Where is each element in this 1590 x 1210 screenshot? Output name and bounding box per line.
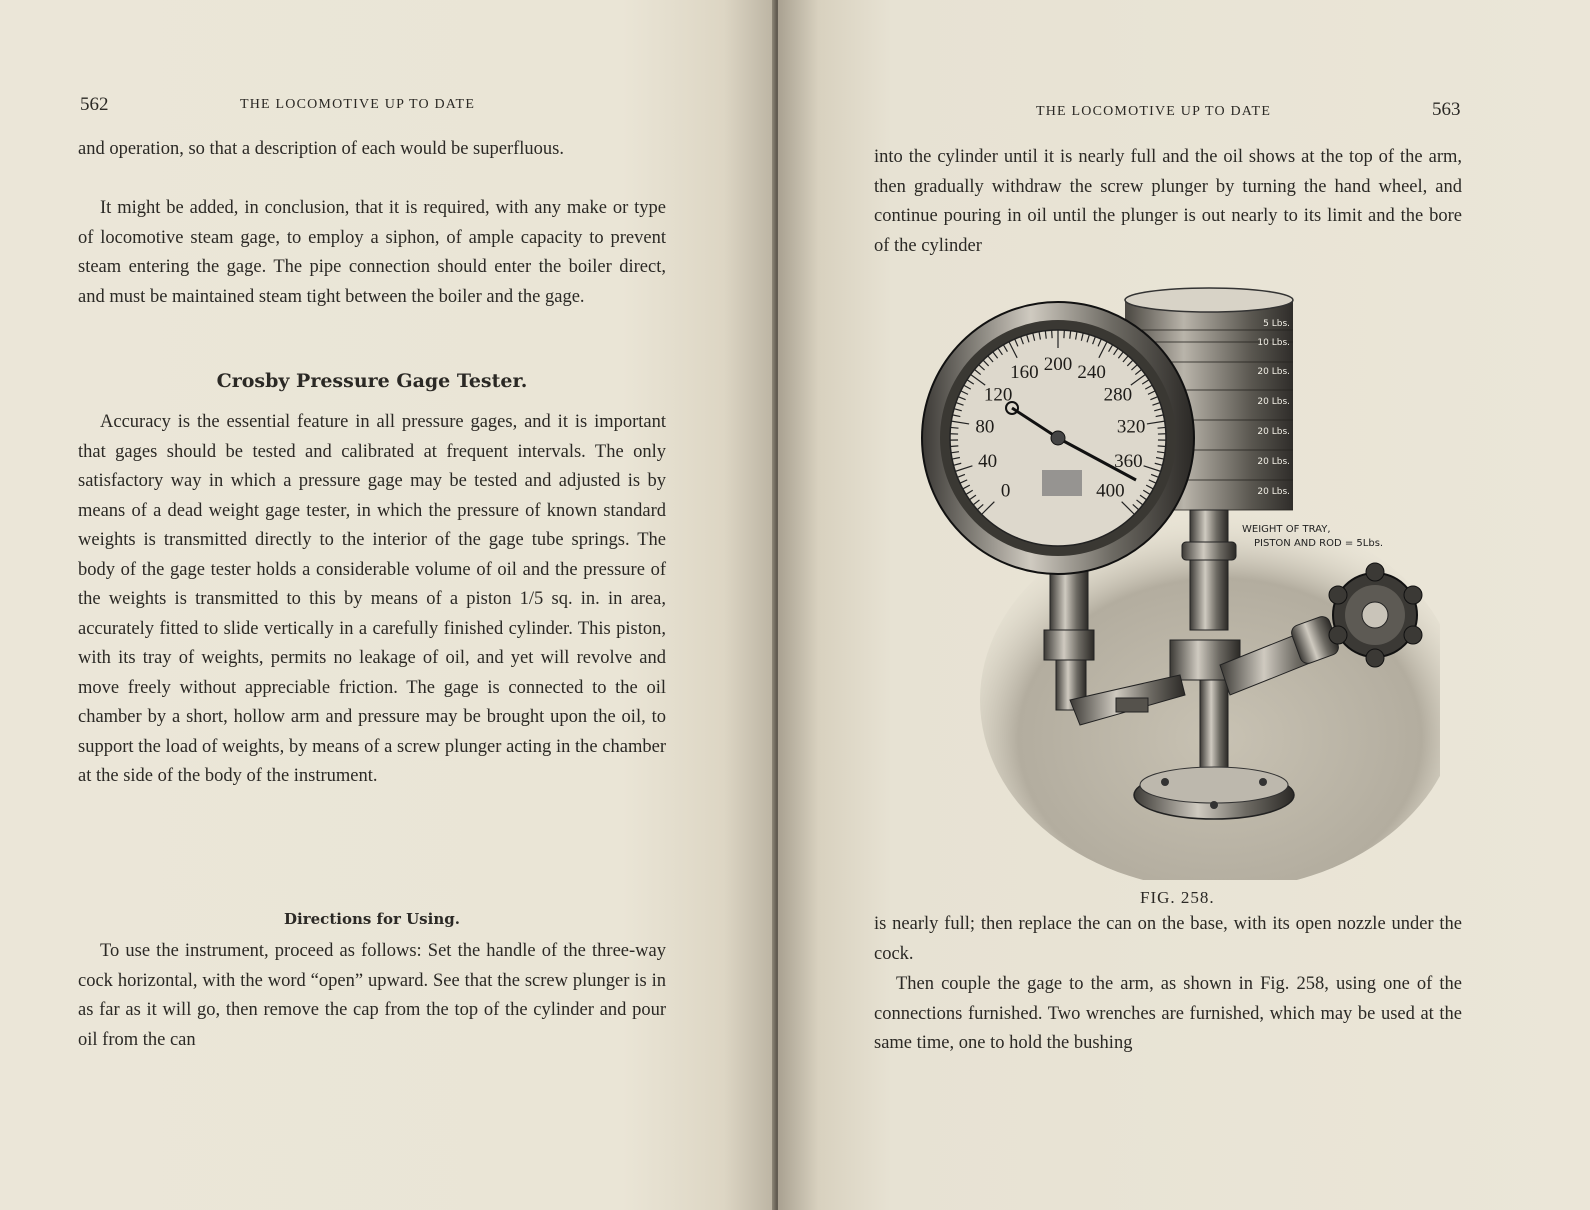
page-number: 562 [80,94,109,115]
weight-label: 10 Lbs. [1257,338,1290,348]
page-number: 563 [1432,99,1461,120]
left-page [0,0,778,1210]
tray-note-line: PISTON AND ROD = 5Lbs. [1254,538,1384,549]
running-head: THE LOCOMOTIVE UP TO DATE [240,97,476,112]
gage-tester-illustration [920,280,1440,880]
dial-label: 40 [978,450,998,472]
paragraph: Accuracy is the essential feature in all pressure gages, and it is important that gages should be tested and calibrated at frequent intervals. The only satisfactory way in which a pressure gage may be tested and adjusted is by means of a dead weight gage tester, in which the pressure of known standard weights is transmitted directly to the interior of the gage tube springs. The body of the gage tester holds a considerable volume of oil and the pressure of the weights is transmitted to this by means of a piston 1/5 sq. in. in area, accurately fitted to slide vertically in a carefully finished cylinder. This piston, with its tray of weights, permits no leakage of oil, and yet will revolve and move freely without appreciable friction. The gage is connected to the oil chamber by a short, hollow arm and pressure may be brought upon the oil, to support the load of weights, by means of a screw plunger acting in the chamber at the side of the body of the instrument. [78,412,666,786]
piston-column [1190,510,1228,630]
sub-heading: Directions for Using. [284,910,460,928]
dial-label: 0 [1000,480,1011,502]
dial-tick [951,427,959,428]
paragraph: and operation, so that a description of each would be superfluous. [78,139,565,159]
running-head: THE LOCOMOTIVE UP TO DATE [1036,104,1272,119]
weight-label: 20 Lbs. [1257,427,1290,437]
dial-label: 320 [1116,416,1146,438]
dial-label: 400 [1096,480,1125,502]
weight-label: 5 Lbs. [1263,319,1290,329]
gage-tester-figure [920,280,1440,880]
paragraph: into the cylinder until it is nearly full and the oil shows at the top of the arm, then gradually withdraw the screw plunger by turning the hand wheel, and continue pouring in oil until the plunger is out nearly to its limit and the bore of the cylinder [874,147,1462,256]
dial-label: 80 [975,416,995,438]
weight-label: 20 Lbs. [1257,367,1290,377]
dial-label: 200 [1043,354,1073,375]
paragraph: It might be added, in conclusion, that it is required, with any make or type of locomotive steam gage, to employ a siphon, of ample capacity to prevent steam entering the gage. The pipe connection should enter the boiler direct, and must be maintained steam tight between the boiler and the gage. [78,198,666,307]
dial-label: 240 [1077,362,1106,384]
dial-tick [950,446,958,447]
dial-label: 120 [983,384,1013,406]
dial-tick [1158,427,1166,428]
paragraph: To use the instrument, proceed as follows: Set the handle of the three-way cock horizontal, with the word “open” upward. See that the screw plunger is in as far as it will go, then remove the cap from the top of the cylinder and pour oil from the can [78,941,666,1050]
pressure-gage [922,302,1194,574]
weight-label: 20 Lbs. [1257,487,1290,497]
tray-note-line: WEIGHT OF TRAY, [1242,524,1331,535]
dial-label: 160 [1010,362,1039,384]
dial-label: 360 [1114,450,1143,472]
weight-label: 20 Lbs. [1257,457,1290,467]
maker-label [1042,470,1082,496]
weight-label: 20 Lbs. [1257,397,1290,407]
section-heading: Crosby Pressure Gage Tester. [216,370,528,392]
paragraph: is nearly full; then replace the can on the base, with its open nozzle under the cock. [874,914,1462,964]
figure-caption: FIG. 258. [1140,888,1215,907]
paragraph: Then couple the gage to the arm, as shown in Fig. 258, using one of the connections furnished. Two wrenches are furnished, which may be used at the same time, one to hold the bushing [874,974,1462,1053]
dial-label: 280 [1103,384,1133,406]
dial-tick [1158,446,1166,447]
